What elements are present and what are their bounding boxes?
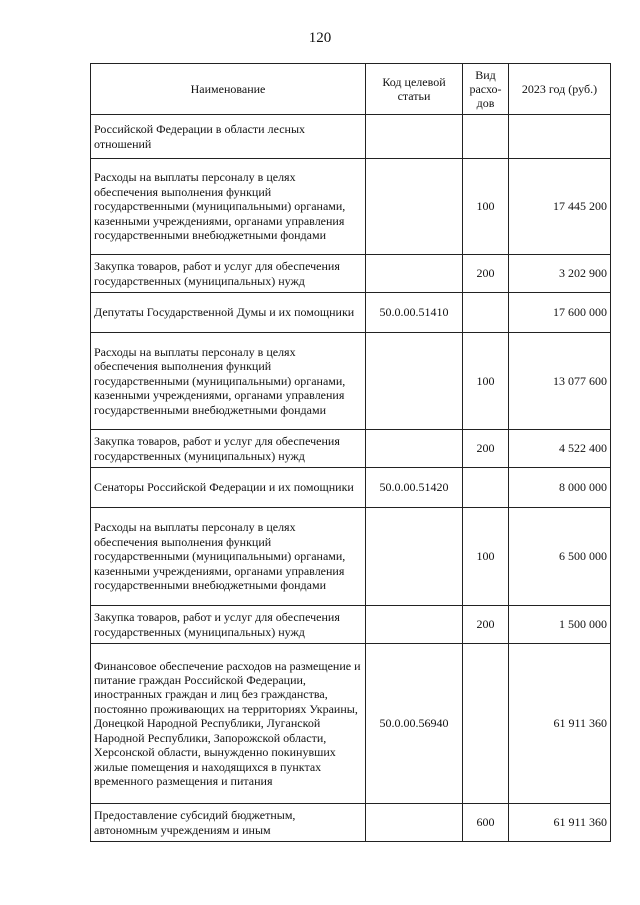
header-type: Вид расхо-дов bbox=[463, 64, 509, 115]
header-name: Наименование bbox=[91, 64, 366, 115]
row-code bbox=[366, 115, 463, 159]
row-amount bbox=[509, 115, 611, 159]
table-row bbox=[91, 804, 611, 842]
row-amount: 17 445 200 bbox=[509, 159, 611, 255]
page-number: 120 bbox=[308, 30, 332, 46]
header-code: Код целевой статьи bbox=[366, 64, 463, 115]
row-type: 100 bbox=[463, 508, 509, 606]
row-name: Закупка товаров, работ и услуг для обеспечения государственных (муниципальных) нужд bbox=[91, 606, 366, 644]
row-type: 100 bbox=[463, 159, 509, 255]
row-type bbox=[463, 644, 509, 804]
row-code bbox=[366, 159, 463, 255]
row-amount: 1 500 000 bbox=[509, 606, 611, 644]
table-row bbox=[91, 115, 611, 159]
row-code bbox=[366, 255, 463, 293]
row-name: Расходы на выплаты персоналу в целях обеспечения выполнения функций государственными (муниципальными) органами, казенными учреждениями, органами управления государственными внебюджетными фондами bbox=[91, 508, 366, 606]
table-row bbox=[91, 333, 611, 430]
row-type bbox=[463, 293, 509, 333]
row-code: 50.0.00.51420 bbox=[366, 468, 463, 508]
budget-table bbox=[90, 63, 611, 842]
row-code bbox=[366, 606, 463, 644]
row-amount: 61 911 360 bbox=[509, 804, 611, 842]
row-amount: 8 000 000 bbox=[509, 468, 611, 508]
row-code: 50.0.00.51410 bbox=[366, 293, 463, 333]
row-amount: 17 600 000 bbox=[509, 293, 611, 333]
row-type bbox=[463, 115, 509, 159]
row-name: Расходы на выплаты персоналу в целях обеспечения выполнения функций государственными (муниципальными) органами, казенными учреждениями, органами управления государственными внебюджетными фондами bbox=[91, 159, 366, 255]
row-amount: 4 522 400 bbox=[509, 430, 611, 468]
row-amount: 13 077 600 bbox=[509, 333, 611, 430]
row-code bbox=[366, 804, 463, 842]
table-row bbox=[91, 644, 611, 804]
table-row bbox=[91, 430, 611, 468]
row-name: Закупка товаров, работ и услуг для обеспечения государственных (муниципальных) нужд bbox=[91, 430, 366, 468]
row-type: 200 bbox=[463, 606, 509, 644]
table-row bbox=[91, 255, 611, 293]
row-name: Расходы на выплаты персоналу в целях обеспечения выполнения функций государственными (муниципальными) органами, казенными учреждениями, органами управления государственными внебюджетными фондами bbox=[91, 333, 366, 430]
row-name: Закупка товаров, работ и услуг для обеспечения государственных (муниципальных) нужд bbox=[91, 255, 366, 293]
row-code bbox=[366, 430, 463, 468]
row-type: 600 bbox=[463, 804, 509, 842]
row-type: 200 bbox=[463, 430, 509, 468]
table-header-row bbox=[91, 64, 611, 115]
row-name: Сенаторы Российской Федерации и их помощники bbox=[91, 468, 366, 508]
row-name: Депутаты Государственной Думы и их помощники bbox=[91, 293, 366, 333]
header-amount: 2023 год (руб.) bbox=[509, 64, 611, 115]
row-code: 50.0.00.56940 bbox=[366, 644, 463, 804]
table-row bbox=[91, 468, 611, 508]
row-code bbox=[366, 333, 463, 430]
table-row bbox=[91, 293, 611, 333]
row-type: 100 bbox=[463, 333, 509, 430]
row-amount: 3 202 900 bbox=[509, 255, 611, 293]
row-name: Финансовое обеспечение расходов на размещение и питание граждан Российской Федерации, иностранных граждан и лиц без гражданства, постоянно проживающих на территориях Украины, Донецкой Народной Республики, Луганской Народной Республики, Запорожской области, Херсонской области, вынужденно покинувших жилые помещения и находящихся в пунктах временного размещения и питания bbox=[91, 644, 366, 804]
table-row bbox=[91, 606, 611, 644]
table-row bbox=[91, 159, 611, 255]
row-amount: 6 500 000 bbox=[509, 508, 611, 606]
row-amount: 61 911 360 bbox=[509, 644, 611, 804]
row-type: 200 bbox=[463, 255, 509, 293]
row-name: Российской Федерации в области лесных отношений bbox=[91, 115, 366, 159]
row-type bbox=[463, 468, 509, 508]
table-row bbox=[91, 508, 611, 606]
row-code bbox=[366, 508, 463, 606]
row-name: Предоставление субсидий бюджетным, автономным учреждениям и иным bbox=[91, 804, 366, 842]
